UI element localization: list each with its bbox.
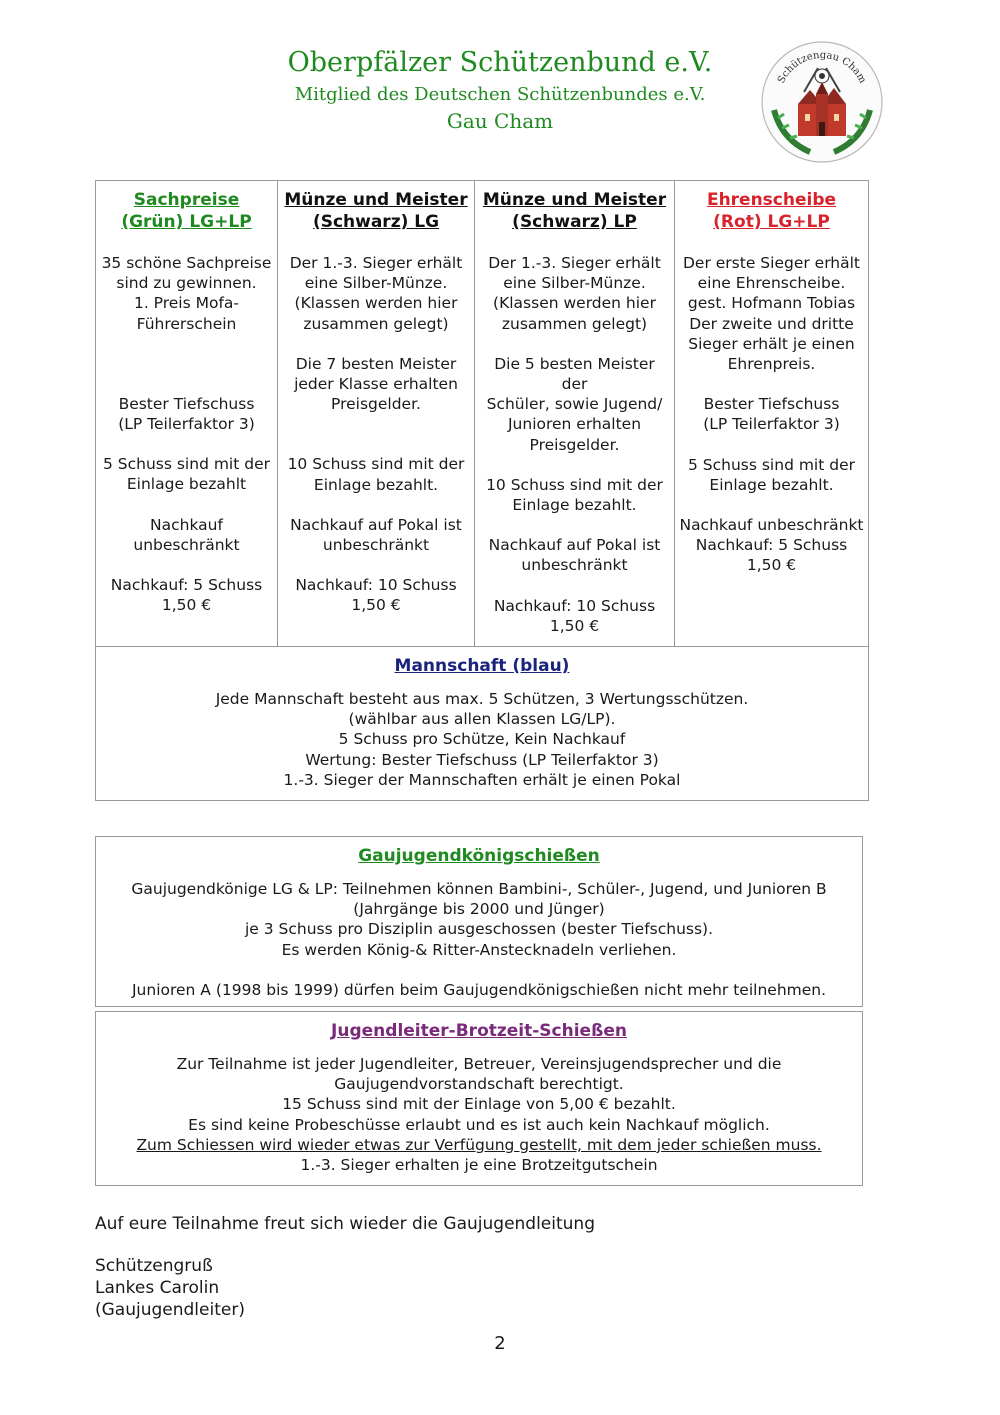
page-number: 2: [494, 1333, 506, 1354]
column-text: Nachkauf auf Pokal ist unbeschränkt: [488, 536, 661, 575]
org-subtitle: Mitglied des Deutschen Schützenbundes e.V.: [294, 84, 706, 105]
column-text: Die 5 besten Meister der Schüler, sowie Jugend/ Junioren erhalten Preisgelder.: [486, 354, 663, 454]
team-section: [96, 647, 869, 801]
signer-role: (Gaujugendleiter): [95, 1300, 245, 1320]
gau-name: Gau Cham: [446, 109, 554, 133]
team-heading: Mannschaft (blau): [394, 656, 570, 677]
column-muenze-lg: [278, 181, 475, 647]
org-title: Oberpfälzer Schützenbund e.V.: [287, 47, 713, 78]
logo-lettering: Schützengau Cham: [775, 49, 869, 86]
column-ehrenscheibe: [675, 181, 869, 647]
prize-table: [95, 180, 869, 801]
leader-heading: Jugendleiter-Brotzeit-Schießen: [331, 1021, 627, 1041]
column-text: Nachkauf: 5 Schuss 1,50 €: [695, 536, 848, 575]
youth-king-note: Junioren A (1998 bis 1999) dürfen beim Gaujugendkönigschießen nicht mehr teilnehmen.: [131, 980, 827, 999]
leader-last-line: 1.-3. Sieger erhalten je eine Brotzeitgutschein: [300, 1156, 658, 1175]
column-muenze-lp: [475, 181, 675, 647]
column-text: 35 schöne Sachpreise sind zu gewinnen. 1. Preis Mofa- Führerschein: [101, 254, 272, 333]
column-text: Der 1.-3. Sieger erhält eine Silber-Münze. (Klassen werden hier zusammen gelegt): [289, 254, 463, 333]
column-text: Nachkauf auf Pokal ist unbeschränkt: [290, 515, 462, 555]
column-text: Bester Tiefschuss (LP Teilerfaktor 3): [118, 394, 255, 434]
column-sachpreise: [96, 181, 278, 647]
column-text: Die 7 besten Meister jeder Klasse erhalten Preisgelder.: [294, 354, 458, 414]
column-text: Nachkauf: 5 Schuss 1,50 €: [110, 576, 263, 615]
column-heading: Münze und Meister (Schwarz) LP: [482, 190, 667, 232]
column-heading: Ehrenscheibe (Rot) LG+LP: [706, 190, 837, 232]
youth-king-text: Gaujugendkönige LG & LP: Teilnehmen können Bambini-, Schüler-, Jugend, und Junioren B (Jahrgänge bis 2000 und Jünger) je 3 Schuss pro Disziplin ausgeschossen (bester Tiefschuss). Es werden König-& Ritter-Anstecknadeln verliehen.: [131, 880, 827, 959]
youth-king-heading: Gaujugendkönigschießen: [358, 846, 600, 866]
column-text: 10 Schuss sind mit der Einlage bezahlt.: [287, 455, 465, 494]
column-heading: Sachpreise (Grün) LG+LP: [121, 190, 252, 232]
column-text: 5 Schuss sind mit der Einlage bezahlt.: [687, 455, 855, 494]
column-text: Nachkauf unbeschränkt: [133, 515, 240, 554]
leader-section: [95, 1011, 863, 1186]
youth-king-section: [95, 836, 863, 1007]
column-text: Der 1.-3. Sieger erhält eine Silber-Münze. (Klassen werden hier zusammen gelegt): [488, 254, 661, 333]
column-text: 10 Schuss sind mit der Einlage bezahlt.: [486, 475, 663, 515]
column-heading: Münze und Meister (Schwarz) LG: [284, 190, 468, 232]
column-text: Nachkauf: 10 Schuss 1,50 €: [295, 576, 457, 615]
team-text: Jede Mannschaft besteht aus max. 5 Schützen, 3 Wertungsschützen. (wählbar aus allen Klassen LG/LP). 5 Schuss pro Schütze, Kein Nachkauf Wertung: Bester Tiefschuss (LP Teilerfaktor 3) 1.-3. Sieger der Mannschaften erhält je einen Pokal: [215, 690, 749, 789]
column-text: Der erste Sieger erhält eine Ehrenscheibe. gest. Hofmann Tobias Der zweite und dritte Sieger erhält je einen Ehrenpreis.: [683, 254, 860, 374]
column-text: Bester Tiefschuss (LP Teilerfaktor 3): [703, 395, 840, 434]
greeting: Schützengruß: [95, 1256, 213, 1276]
leader-underlined-text: Zum Schiessen wird wieder etwas zur Verfügung gestellt, mit dem jeder schießen muss.: [136, 1135, 822, 1154]
signer-name: Lankes Carolin: [95, 1278, 220, 1298]
thanks-line: Auf eure Teilnahme freut sich wieder die Gaujugendleitung: [95, 1214, 595, 1234]
column-text: Nachkauf unbeschränkt: [679, 516, 864, 535]
leader-text: Zur Teilnahme ist jeder Jugendleiter, Betreuer, Vereinsjugendsprecher und die Gaujugendvorstandschaft berechtigt. 15 Schuss sind mit der Einlage von 5,00 € bezahlt. Es sind keine Probeschüsse erlaubt und es ist auch kein Nachkauf möglich.: [176, 1055, 782, 1134]
column-text: 5 Schuss sind mit der Einlage bezahlt: [102, 455, 270, 494]
club-logo: [760, 40, 884, 164]
column-text: Nachkauf: 10 Schuss 1,50 €: [493, 596, 656, 635]
